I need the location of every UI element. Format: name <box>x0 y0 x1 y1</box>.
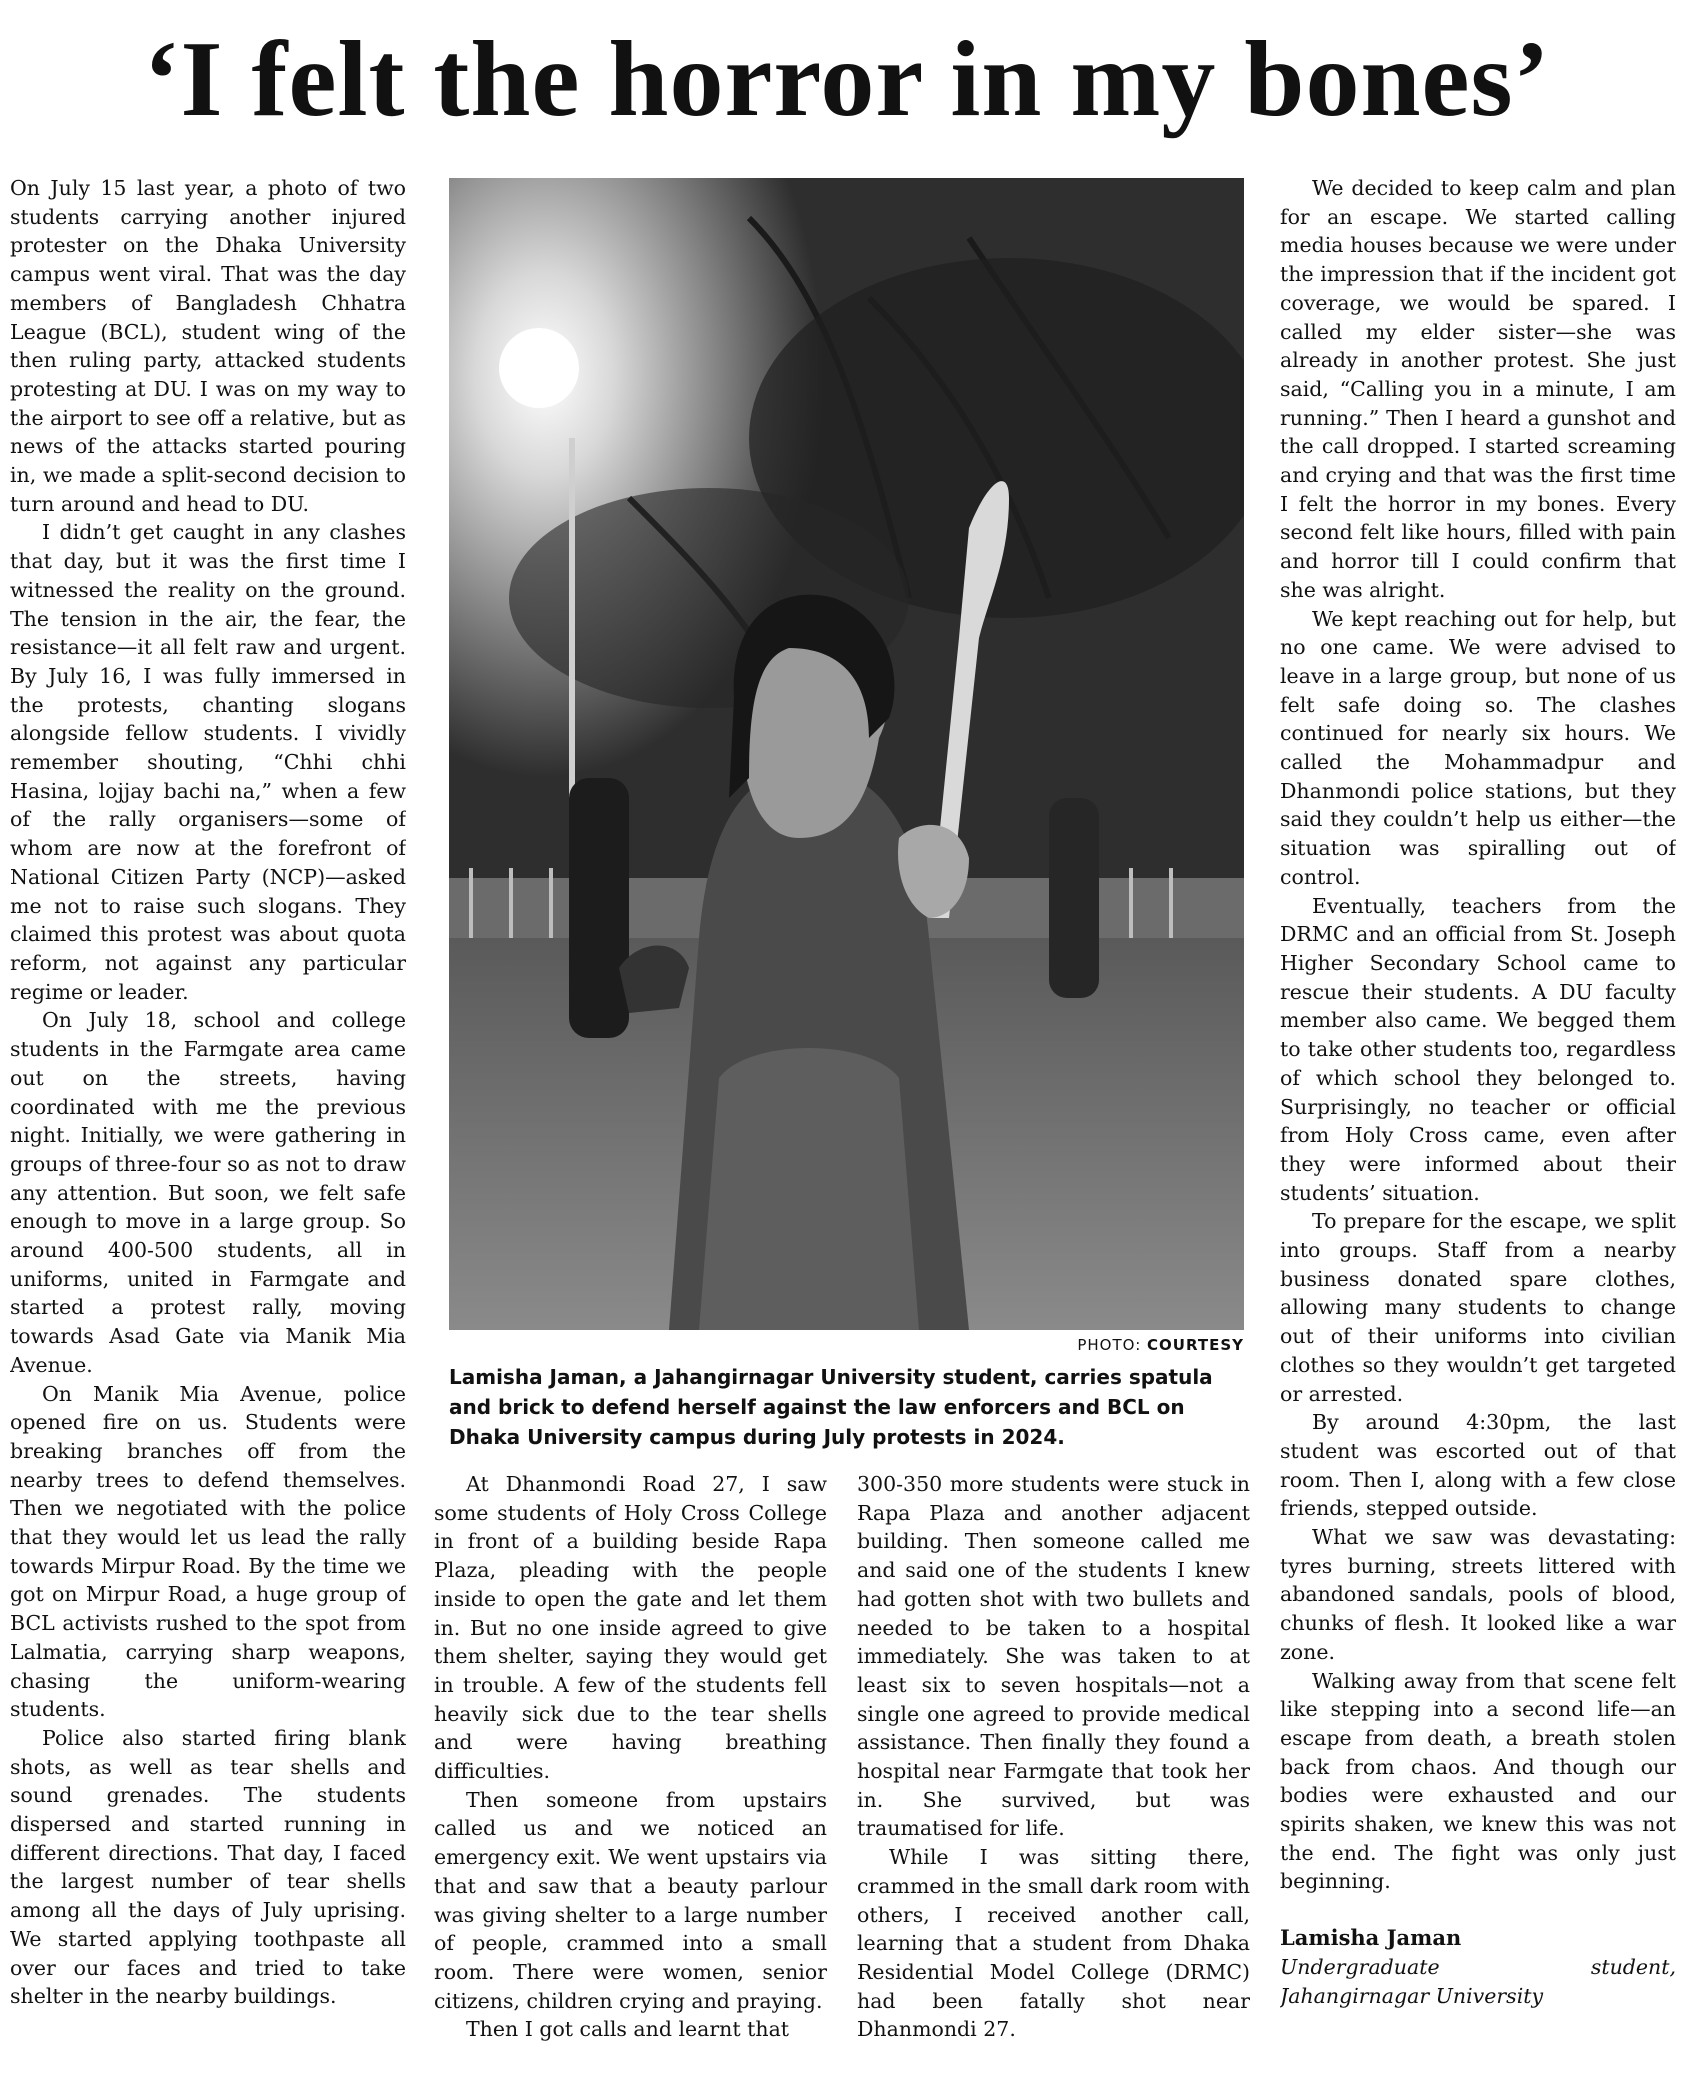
protest-photo <box>449 178 1244 1330</box>
paragraph: On July 18, school and college students in the Farmgate area came out on the streets, having coordinated with me the previous night. Initially, we were gathering in groups of three-four so as not to draw any attention. But soon, we felt safe enough to move in a large group. So around 400-500 students, all in uniforms, united in Farmgate and started a protest rally, moving towards Asad Gate via Manik Mia Avenue. <box>10 1008 406 1377</box>
paragraph: On Manik Mia Avenue, police opened fire on us. Students were breaking branches off from the nearby trees to defend themselves. Then we negotiated with the police that they would let us lead the rally towards Mirpur Road. By the time we got on Mirpur Road, a huge group of BCL activists rushed to the spot from Lalmatia, carrying sharp weapons, chasing the uniform-wearing students. <box>10 1381 406 1722</box>
paragraph: Walking away from that scene felt like stepping into a second life—an escape from death, a breath stolen back from chaos. And though our bodies were exhausted and our spirits shaken, we knew this was not the end. The fight was only just beginning. <box>1280 1668 1676 1894</box>
headline: ‘I felt the horror in my bones’ <box>143 20 1551 139</box>
paragraph: What we saw was devastating: tyres burning, streets littered with abandoned sandals, pools of blood, chunks of flesh. It looked like a war zone. <box>1280 1525 1676 1664</box>
byline-role: Undergraduate student, Jahangirnagar University <box>1280 1954 1676 2008</box>
paragraph: To prepare for the escape, we split into groups. Staff from a nearby business donated spare clothes, allowing many students to change out of their uniforms into civilian clothes so they wouldn’t get targeted or arrested. <box>1280 1209 1676 1406</box>
photo-illustration <box>449 178 1244 1330</box>
byline-name: Lamisha Jaman <box>1280 1925 1462 1951</box>
article-column-2 <box>434 1470 827 2090</box>
paragraph: Then I got calls and learnt that <box>466 2017 790 2042</box>
photo-credit-value: COURTESY <box>1147 1336 1244 1354</box>
paragraph: We kept reaching out for help, but no one came. We were advised to leave in a large group, but none of us felt safe doing so. The clashes continued for nearly six hours. We called the Mohammadpur and Dhanmondi police stations, but they said they couldn’t help us either—the situation was spiralling out of control. <box>1280 606 1676 889</box>
article-column-3 <box>857 1470 1250 2090</box>
article-column-1 <box>10 174 406 2094</box>
paragraph: By around 4:30pm, the last student was escorted out of that room. Then I, along with a few close friends, stepped outside. <box>1280 1410 1676 1521</box>
paragraph: Police also started firing blank shots, as well as tear shells and sound grenades. The students dispersed and started running in different directions. That day, I faced the largest number of tear shells among all the days of July uprising. We started applying toothpaste all over our faces and tried to take shelter in the nearby buildings. <box>10 1725 406 2009</box>
byline <box>1280 1924 1676 2010</box>
paragraph: At Dhanmondi Road 27, I saw some students of Holy Cross College in front of a building beside Rapa Plaza, pleading with the people inside to open the gate and let them in. But no one inside agreed to give them shelter, saying they would get in trouble. A few of the students fell heavily sick due to the tear shells and were having breathing difficulties. <box>434 1472 827 1784</box>
paragraph: 300-350 more students were stuck in Rapa Plaza and another adjacent building. Then someone called me and said one of the students I knew had gotten shot with two bullets and needed to be taken to a hospital immediately. She was taken to at least six to seven hospitals—not a single one agreed to provide medical assistance. Then finally they found a hospital near Farmgate that took her in. She survived, but was traumatised for life. <box>857 1472 1250 1841</box>
paragraph: Eventually, teachers from the DRMC and an official from St. Joseph Higher Secondary School came to rescue their students. A DU faculty member also came. We begged them to take other students too, regardless of which school they belonged to. Surprisingly, no teacher or official from Holy Cross came, even after they were informed about their students’ situation. <box>1280 893 1676 1205</box>
paragraph: On July 15 last year, a photo of two students carrying another injured protester on the Dhaka University campus went viral. That was the day members of Bangladesh Chhatra League (BCL), student wing of the then ruling party, attacked students protesting at DU. I was on my way to the airport to see off a relative, but as news of the attacks started pouring in, we made a split-second decision to turn around and head to DU. <box>10 176 406 516</box>
photo-credit-label: PHOTO: <box>1077 1336 1142 1354</box>
article-column-4 <box>1280 174 1676 2094</box>
photo-credit <box>449 1336 1244 1354</box>
paragraph: Then someone from upstairs called us and we noticed an emergency exit. We went upstairs via that and saw that a beauty parlour was giving shelter to a large number of people, crammed into a small room. There were women, senior citizens, children crying and praying. <box>434 1787 827 2013</box>
paragraph: I didn’t get caught in any clashes that day, but it was the first time I witnessed the reality on the ground. The tension in the air, the fear, the resistance—it all felt raw and urgent. By July 16, I was fully immersed in the protests, chanting slogans alongside fellow students. I vividly remember shouting, “Chhi chhi Hasina, lojjay bachi na,” when a few of the rally organisers—some of whom are now at the forefront of National Citizen Party (NCP)—asked me not to raise such slogans. They claimed this protest was about quota reform, not against any particular regime or leader. <box>10 520 406 1004</box>
paragraph: While I was sitting there, crammed in the small dark room with others, I received another call, learning that a student from Dhaka Residential Model College (DRMC) had been fatally shot near Dhanmondi 27. <box>857 1845 1250 2042</box>
photo-caption: Lamisha Jaman, a Jahangirnagar University student, carries spatula and brick to defend herself against the law enforcers and BCL on Dhaka University campus during July protests in 2024. <box>449 1365 1213 1449</box>
paragraph: We decided to keep calm and plan for an escape. We started calling media houses because we were under the impression that if the incident got coverage, we would be spared. I called my elder sister—she was already in another protest. She just said, “Calling you in a minute, I am running.” Then I heard a gunshot and the call dropped. I started screaming and crying and that was the first time I felt the horror in my bones. Every second felt like hours, filled with pain and horror till I could confirm that she was alright. <box>1280 176 1676 602</box>
